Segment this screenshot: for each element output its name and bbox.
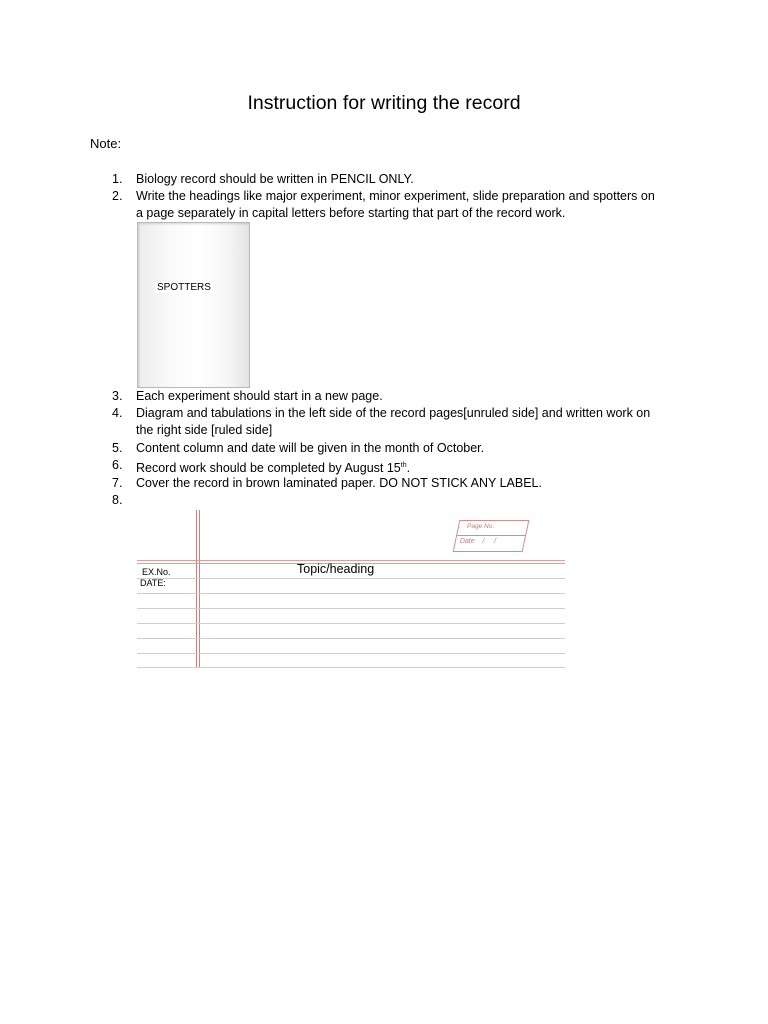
document-page: Instruction for writing the record Note: 1. Biology record should be written in PENCIL ONLY. 2. Write the headings like major experiment, minor experiment, slide preparation and spotters on a page separately in capital letters before starting that part of the record work. 3. Each experiment should start in a new page. 4. Diagram and tabulations in the left side of the record pages[unruled side] and written work on the right side [ruled side] 5. Content column and date will be given in the month of October. 6. Record work should be completed by August 15th. 7. Cover the record in brown laminated paper. DO NOT STICK ANY LABEL. 8. SPOTTERS EX.No. DATE: Topic/heading Page No. Date / / <box>0 0 768 1024</box>
rule-line <box>137 608 565 609</box>
ex-no-label: EX.No. <box>142 567 171 577</box>
rule-line <box>137 653 565 654</box>
margin-line <box>199 510 200 668</box>
spotters-card-image <box>137 222 250 388</box>
topic-heading-label: Topic/heading <box>297 562 375 576</box>
rule-line <box>137 578 565 579</box>
date-field-label: Date / / <box>459 538 497 545</box>
page-no-label: Page No. <box>467 523 495 530</box>
note-label: Note: <box>90 136 122 151</box>
rule-line <box>137 593 565 594</box>
rule-line <box>137 667 565 668</box>
ruled-page-image <box>137 510 567 670</box>
page-title: Instruction for writing the record <box>247 92 521 114</box>
spotters-card-label: SPOTTERS <box>157 282 211 293</box>
header-line <box>137 560 565 561</box>
date-label: DATE: <box>140 578 166 588</box>
margin-line <box>196 510 197 668</box>
page-number-box <box>453 520 530 552</box>
rule-line <box>137 623 565 624</box>
rule-line <box>137 638 565 639</box>
